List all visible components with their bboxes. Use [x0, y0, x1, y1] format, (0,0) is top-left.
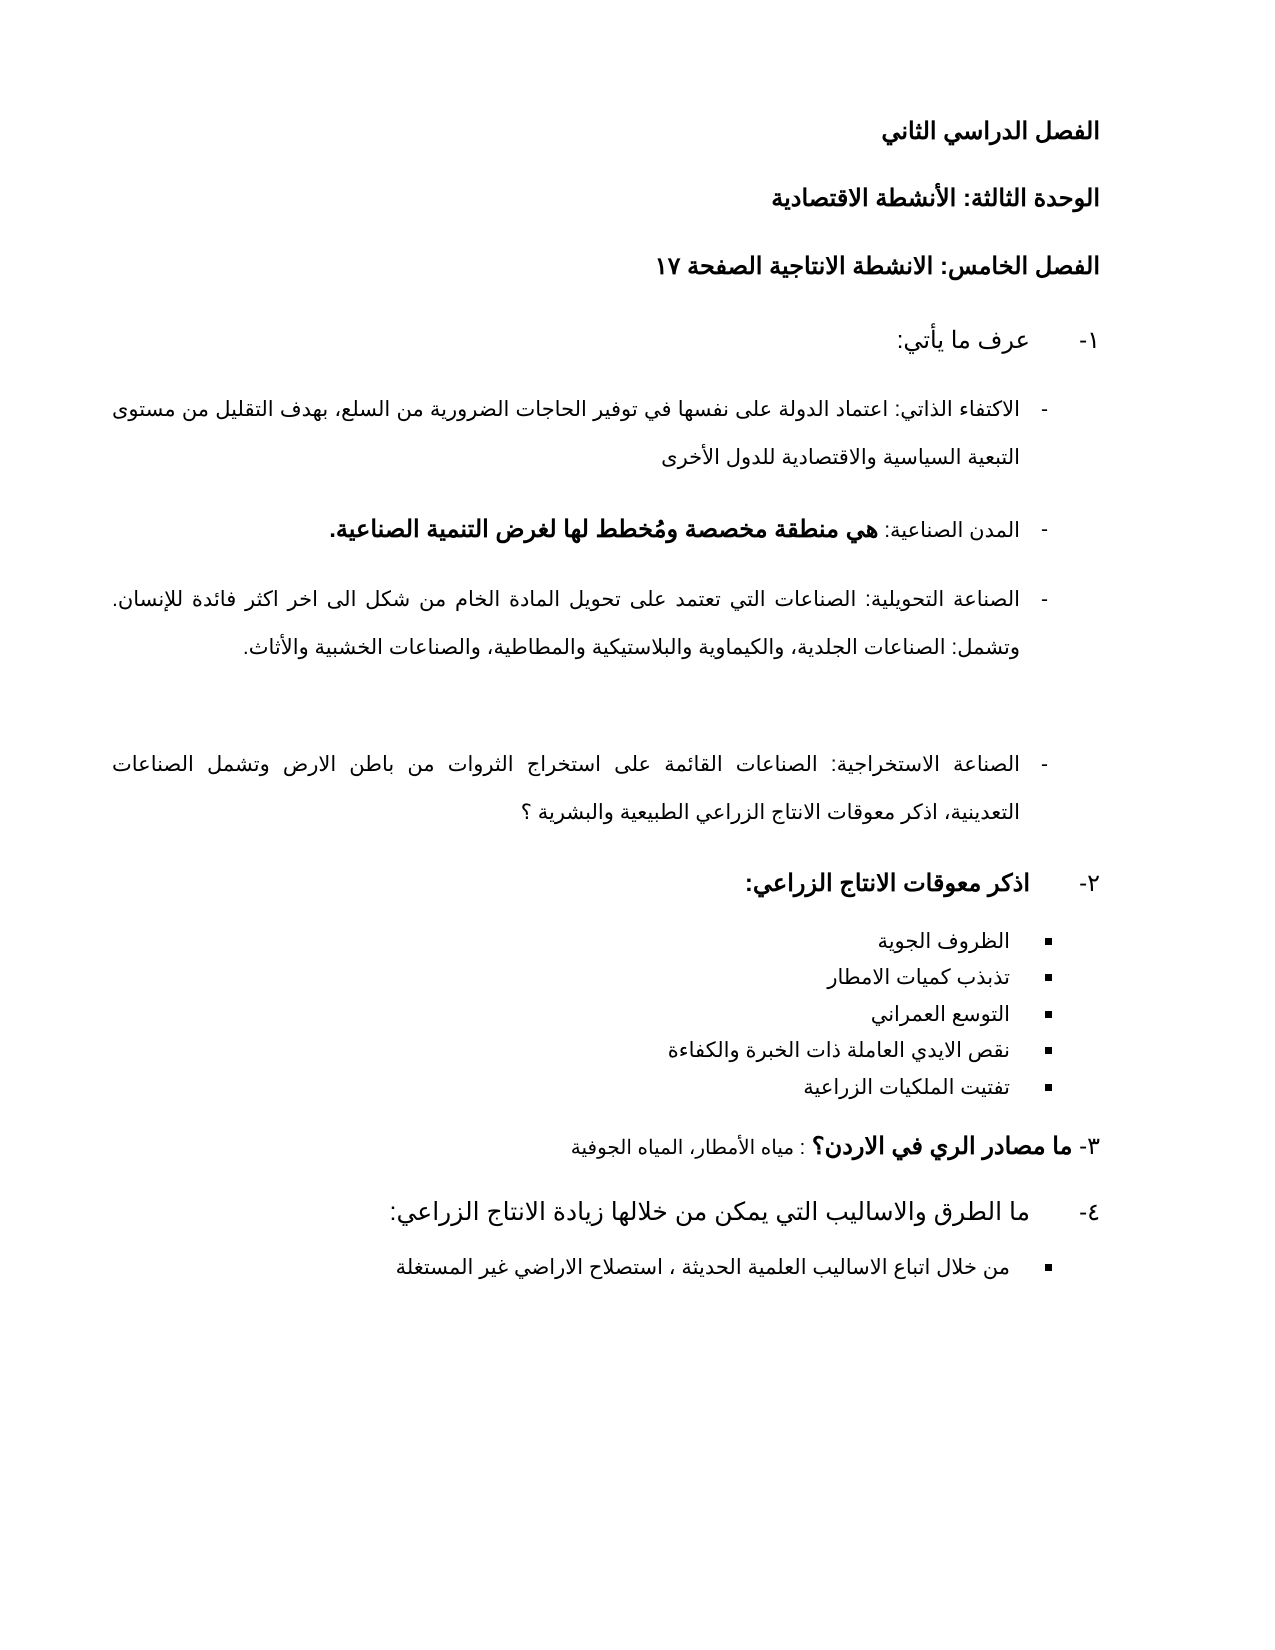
definition-item: - الصناعة التحويلية: الصناعات التي تعتمد على تحويل المادة الخام من شكل الى اخر اكثر فائدة للإنسان. وتشمل: الصناعات الجلدية، والكيماوية والبلاستيكية والمطاطية، والصناعات الخشبية والأثاث.: [112, 588, 1048, 659]
definition-term: الصناعة الاستخراجية:: [830, 753, 1021, 776]
list-item-text: تفتيت الملكيات الزراعية: [803, 1076, 1010, 1099]
definition-term: الصناعة التحويلية:: [865, 588, 1020, 611]
answer-text: : مياه الأمطار، المياه الجوفية: [570, 1137, 806, 1159]
list-item: [871, 1002, 1010, 1027]
list-item: [803, 1075, 1010, 1100]
question-4: [390, 1197, 1101, 1227]
definition-term: المدن الصناعية:: [884, 519, 1020, 542]
question-number: ٤-: [1079, 1199, 1100, 1226]
definition-text: هي منطقة مخصصة ومُخطط لها لغرض التنمية الصناعية.: [329, 516, 879, 543]
definition-term: الاكتفاء الذاتي:: [894, 398, 1020, 421]
question-title: ما مصادر الري في الاردن؟: [811, 1133, 1073, 1160]
semester-heading: الفصل الدراسي الثاني: [881, 118, 1100, 145]
definition-item: - الاكتفاء الذاتي: اعتماد الدولة على نفسها في توفير الحاجات الضرورية من السلع، بهدف التقليل من مستوى التبعية السياسية والاقتصادية للدول الأخرى: [112, 398, 1048, 469]
list-item-text: نقص الايدي العاملة ذات الخبرة والكفاءة: [667, 1039, 1010, 1062]
list-item: [877, 929, 1010, 954]
list-item-text: الظروف الجوية: [877, 930, 1010, 953]
list-item-text: تذبذب كميات الامطار: [827, 966, 1010, 989]
question-title: عرف ما يأتي:: [896, 327, 1030, 354]
question-number: ١-: [1079, 327, 1100, 354]
question-1: [897, 326, 1100, 355]
list-item: [827, 965, 1010, 990]
definition-item: - المدن الصناعية: هي منطقة مخصصة ومُخطط لها لغرض التنمية الصناعية.: [329, 516, 1048, 543]
definition-text: اعتماد الدولة على نفسها في توفير الحاجات الضرورية من السلع، بهدف التقليل من مستوى التبعية السياسية والاقتصادية للدول الأخرى: [112, 398, 1020, 469]
definition-text: الصناعات التي تعتمد على تحويل المادة الخام من شكل الى اخر اكثر فائدة للإنسان. وتشمل: الصناعات الجلدية، والكيماوية والبلاستيكية والمطاطية، والصناعات الخشبية والأثاث.: [112, 588, 1020, 659]
definition-item: - الصناعة الاستخراجية: الصناعات القائمة على استخراج الثروات من باطن الارض وتشمل الصناعات التعدينية، اذكر معوقات الانتاج الزراعي الطبيعية والبشرية ؟: [112, 753, 1048, 824]
list-item-text: من خلال اتباع الاساليب العلمية الحديثة ، استصلاح الاراضي غير المستغلة: [395, 1256, 1010, 1279]
question-2: [745, 869, 1100, 898]
list-item: [396, 1255, 1010, 1280]
list-item: [668, 1038, 1010, 1063]
definition-text: الصناعات القائمة على استخراج الثروات من باطن الارض وتشمل الصناعات التعدينية، اذكر معوقات الانتاج الزراعي الطبيعية والبشرية ؟: [112, 753, 1020, 824]
question-number: ٢-: [1079, 870, 1100, 897]
unit-heading: الوحدة الثالثة: الأنشطة الاقتصادية: [771, 185, 1100, 212]
question-number: ٣-: [1079, 1133, 1100, 1160]
question-title: ما الطرق والاساليب التي يمكن من خلالها زيادة الانتاج الزراعي:: [389, 1198, 1030, 1226]
question-3: [571, 1132, 1100, 1161]
chapter-heading: الفصل الخامس: الانشطة الانتاجية الصفحة ١٧: [654, 253, 1100, 280]
list-item-text: التوسع العمراني: [870, 1003, 1010, 1026]
question-title: اذكر معوقات الانتاج الزراعي:: [744, 870, 1030, 897]
